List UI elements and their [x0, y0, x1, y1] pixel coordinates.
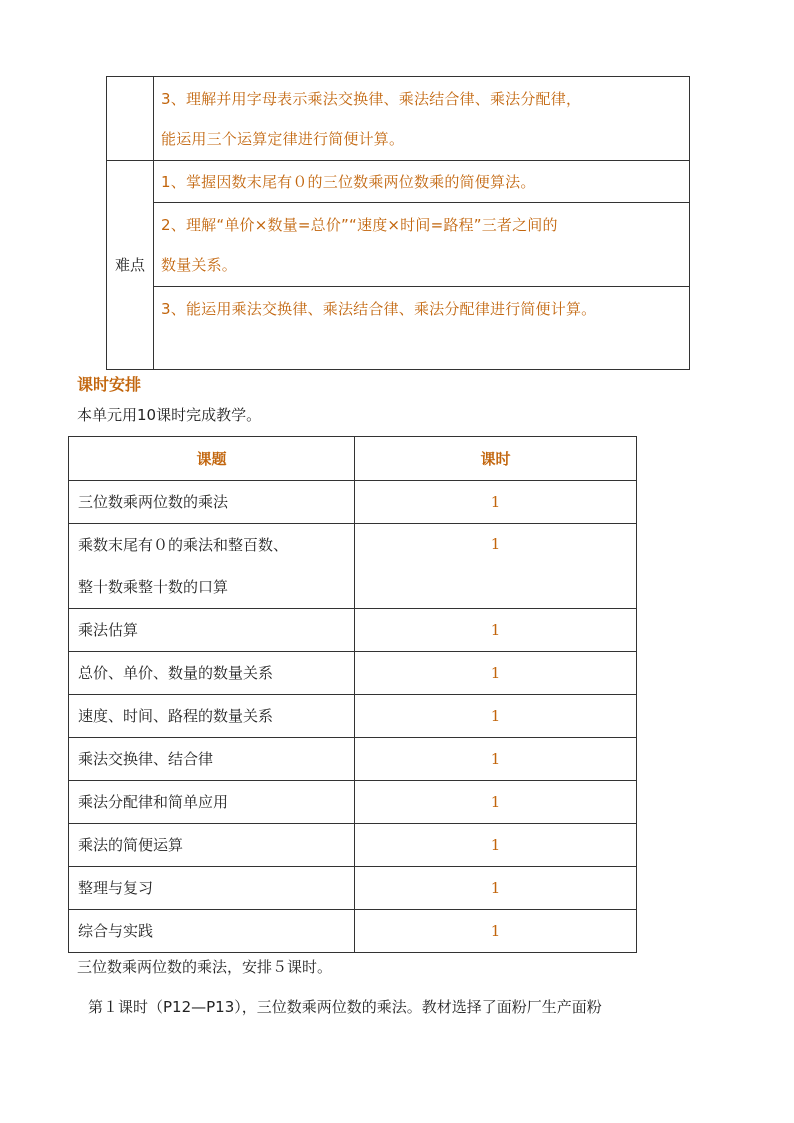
table-row	[69, 738, 637, 781]
row-hours: 1	[355, 910, 637, 953]
row-hours: 1	[355, 524, 637, 609]
table-row	[69, 652, 637, 695]
top-row-line2: 能运用三个运算定律进行简便计算。	[161, 129, 405, 148]
difficulty-table	[106, 76, 690, 370]
lesson-paragraph: 第１课时（P12—P13），三位数乘两位数的乘法。教材选择了面粉厂生产面粉	[88, 998, 602, 1016]
schedule-table	[68, 436, 637, 953]
row-topic: 速度、时间、路程的数量关系	[69, 695, 355, 738]
row-hours: 1	[355, 738, 637, 781]
table-row	[69, 524, 637, 609]
row-topic: 乘法的简便运算	[69, 824, 355, 867]
table-row	[69, 781, 637, 824]
top-row-cell	[154, 77, 690, 161]
row-topic: 乘法估算	[69, 609, 355, 652]
row-hours: 1	[355, 695, 637, 738]
difficulty-item-1: 1、掌握因数末尾有０的三位数乘两位数乘的简便算法。	[154, 161, 690, 203]
after-table-text: 三位数乘两位数的乘法，安排５课时。	[77, 958, 333, 976]
top-row-line1: 3、理解并用字母表示乘法交换律、乘法结合律、乘法分配律，	[161, 89, 582, 108]
row-topic: 三位数乘两位数的乘法	[69, 481, 355, 524]
difficulty-item-2	[154, 203, 690, 287]
table-row	[69, 481, 637, 524]
row-topic: 乘法分配律和简单应用	[69, 781, 355, 824]
intro-text: 本单元用10课时完成教学。	[77, 406, 262, 424]
header-hours: 课时	[355, 437, 637, 481]
table-row	[69, 609, 637, 652]
row-topic: 综合与实践	[69, 910, 355, 953]
row-topic-line1: 乘数末尾有０的乘法和整百数、	[78, 536, 289, 554]
row-hours: 1	[355, 824, 637, 867]
table-row	[69, 824, 637, 867]
table-row	[69, 910, 637, 953]
row-topic: 乘法交换律、结合律	[69, 738, 355, 781]
header-topic: 课题	[69, 437, 355, 481]
row-hours: 1	[355, 781, 637, 824]
row-hours: 1	[355, 652, 637, 695]
row-hours: 1	[355, 481, 637, 524]
difficulty-item-2-line1: 2、理解“单价×数量=总价”“速度×时间=路程”三者之间的	[161, 215, 558, 234]
difficulty-item-2-line2: 数量关系。	[161, 255, 238, 274]
section-heading: 课时安排	[77, 375, 142, 394]
difficulty-label: 难点	[107, 161, 154, 370]
row-topic-line2: 整十数乘整十数的口算	[78, 578, 229, 596]
row-topic: 总价、单价、数量的数量关系	[69, 652, 355, 695]
row-hours: 1	[355, 609, 637, 652]
row-hours: 1	[355, 867, 637, 910]
table-label-cell-empty	[107, 77, 154, 161]
row-topic	[69, 524, 355, 609]
table-row	[69, 695, 637, 738]
row-topic: 整理与复习	[69, 867, 355, 910]
table-row	[69, 867, 637, 910]
difficulty-item-3: 3、能运用乘法交换律、乘法结合律、乘法分配律进行简便计算。	[154, 287, 690, 370]
